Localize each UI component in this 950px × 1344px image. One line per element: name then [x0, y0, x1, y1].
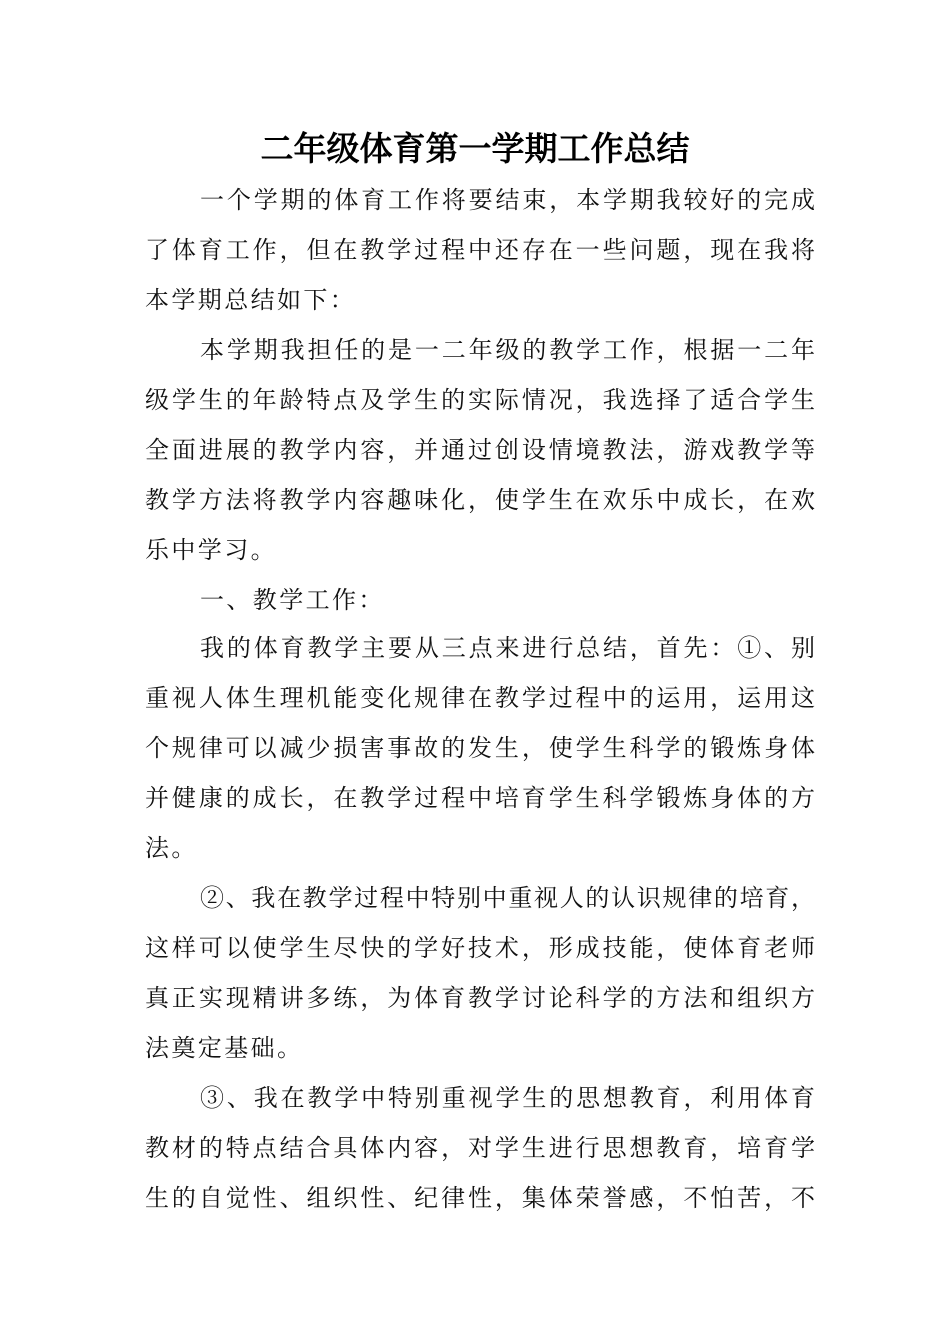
paragraph-line: 重视人体生理机能变化规律在教学过程中的运用，运用这: [145, 684, 815, 712]
paragraph-line: 个规律可以减少损害事故的发生，使学生科学的锻炼身体: [145, 734, 815, 762]
paragraph-line: 这样可以使学生尽快的学好技术，形成技能，使体育老师: [145, 934, 815, 962]
paragraph-line: 生的自觉性、组织性、纪律性，集体荣誉感，不怕苦，不: [145, 1184, 815, 1212]
paragraph-line: 教学方法将教学内容趣味化，使学生在欢乐中成长，在欢: [145, 486, 815, 514]
section-heading: 一、教学工作：: [200, 586, 385, 614]
paragraph-line: 乐中学习。: [145, 536, 277, 564]
paragraph-line: 教材的特点结合具体内容，对学生进行思想教育，培育学: [145, 1134, 815, 1162]
paragraph-line: 级学生的年龄特点及学生的实际情况，我选择了适合学生: [145, 386, 815, 414]
paragraph-line: 并健康的成长，在教学过程中培育学生科学锻炼身体的方: [145, 784, 815, 812]
paragraph-line: 了体育工作，但在教学过程中还存在一些问题，现在我将: [145, 236, 815, 264]
paragraph-line: ②、我在教学过程中特别中重视人的认识规律的培育，: [200, 884, 815, 912]
paragraph-line: 一个学期的体育工作将要结束，本学期我较好的完成: [200, 186, 815, 214]
document-title: 二年级体育第一学期工作总结: [260, 129, 690, 168]
paragraph-line: 法奠定基础。: [145, 1034, 304, 1062]
paragraph-line: 本学期我担任的是一二年级的教学工作，根据一二年: [200, 336, 815, 364]
paragraph-line: 全面进展的教学内容，并通过创设情境教法，游戏教学等: [145, 436, 815, 464]
paragraph-line: 法。: [145, 834, 198, 862]
paragraph-line: 真正实现精讲多练，为体育教学讨论科学的方法和组织方: [145, 984, 815, 1012]
paragraph-line: ③、我在教学中特别重视学生的思想教育，利用体育: [200, 1084, 815, 1112]
paragraph-line: 我的体育教学主要从三点来进行总结，首先：①、别: [200, 634, 815, 662]
paragraph-line: 本学期总结如下：: [145, 286, 357, 314]
